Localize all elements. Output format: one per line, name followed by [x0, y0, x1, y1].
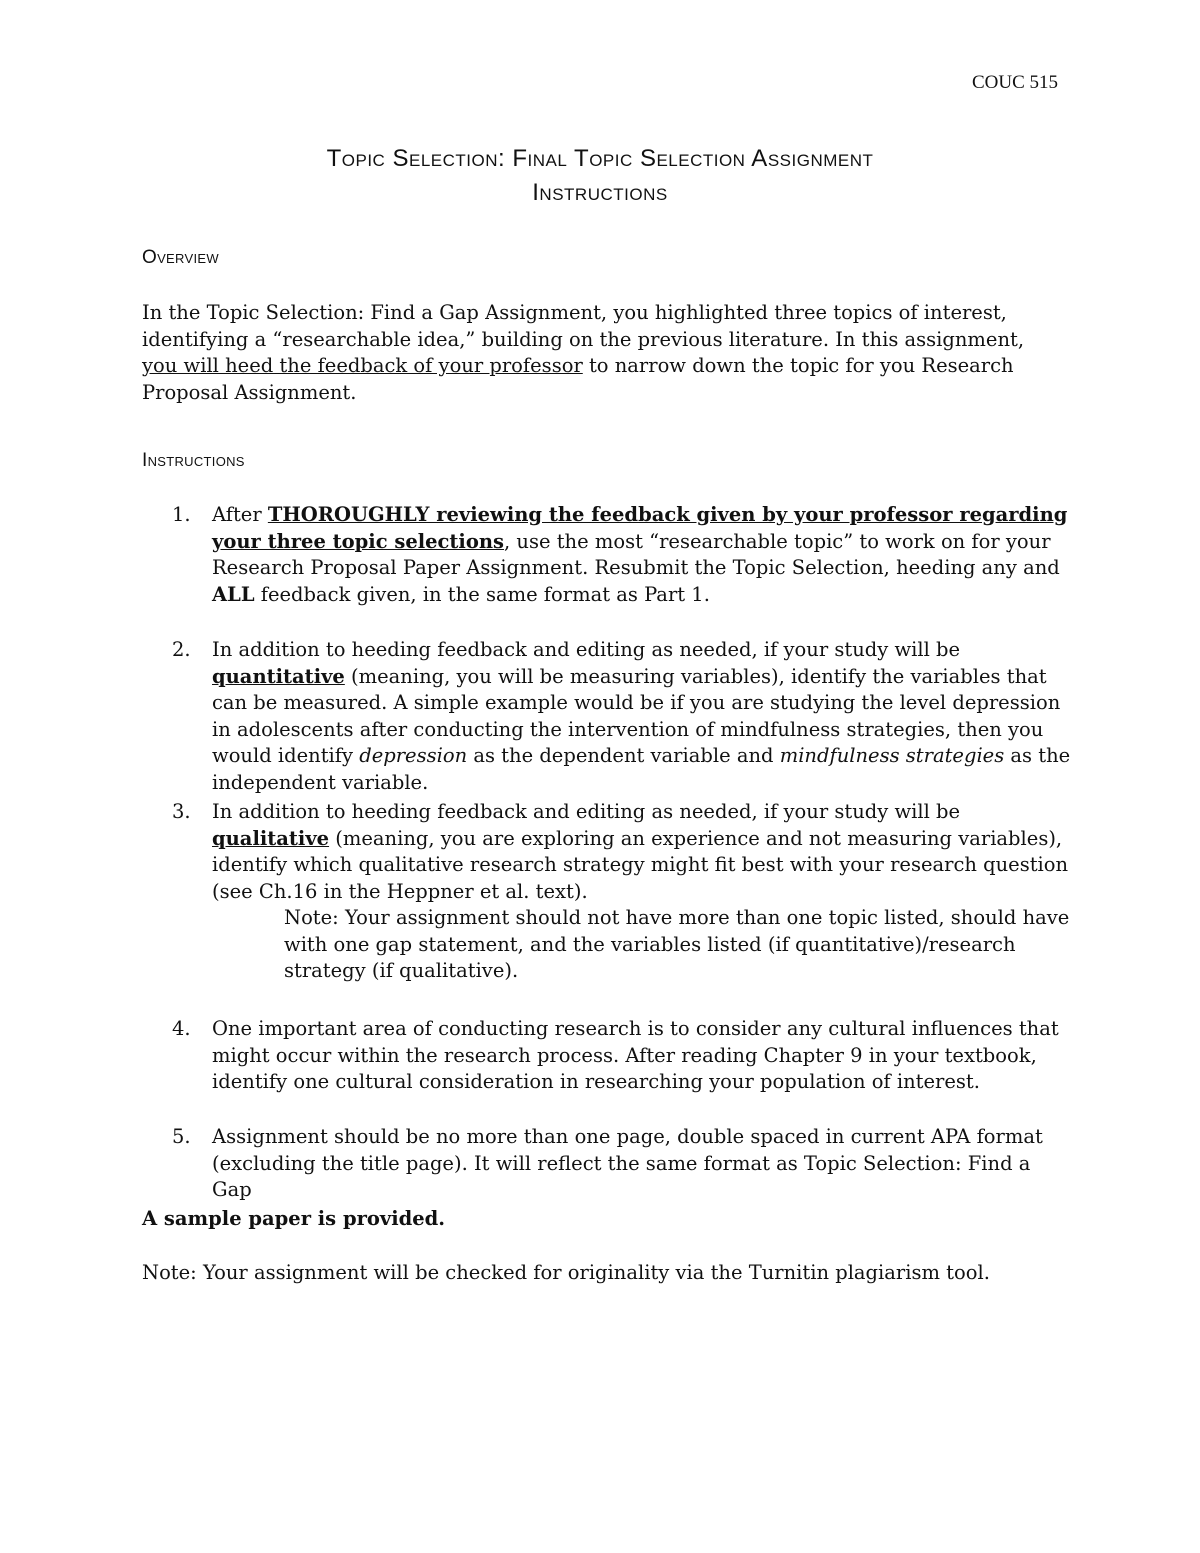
list-item-number: 5.	[172, 1125, 191, 1148]
course-code: COUC 515	[971, 72, 1058, 93]
item-text: , use the most “researchable topic” to work on for your Research Proposal Paper Assignment. Resubmit the Topic Selection, heeding any and	[212, 529, 1060, 579]
overview-heading: Overview	[142, 247, 219, 268]
item-text: (meaning, you are exploring an experience and not measuring variables), identify which qualitative research strategy might fit best with your research question (see Ch.16 in the Heppner et al. text).	[212, 826, 1069, 903]
item-emphasis: ALL	[212, 582, 255, 606]
overview-text-a: In the Topic Selection: Find a Gap Assignment, you highlighted three topics of interest, identifying a “researchable idea,” building on the previous literature. In this assignment,	[142, 301, 1025, 351]
item-text: feedback given, in the same format as Part 1.	[254, 582, 710, 606]
list-item-body	[212, 637, 1072, 796]
item-text: In addition to heeding feedback and editing as needed, if your study will be	[212, 638, 961, 661]
item-text: After	[212, 503, 268, 526]
title-line-1: Topic Selection: Final Topic Selection Assignment	[326, 145, 874, 172]
item-text: (meaning, you will be measuring variables), identify the variables that can be measured. A simple example would be if you are studying the level depression in adolescents after conducting the intervention of mindfulness strategies, then you would identify	[212, 664, 1061, 767]
list-item	[172, 799, 1072, 985]
instructions-heading: Instructions	[142, 450, 245, 471]
item-italic: depression	[359, 744, 468, 767]
originality-note: Note: Your assignment will be checked for originality via the Turnitin plagiarism tool.	[142, 1261, 990, 1284]
list-item-number: 1.	[172, 503, 191, 526]
page-title	[100, 142, 1100, 210]
item-emphasis: THOROUGHLY reviewing the feedback given by your professor regarding your three topic selections	[212, 503, 1068, 553]
list-item-number: 2.	[172, 638, 191, 661]
item-text: as the dependent variable and	[467, 744, 780, 767]
overview-text-underlined: you will heed the feedback of your professor	[142, 354, 583, 377]
item-note: Note: Your assignment should not have more than one topic listed, should have with one gap statement, and the variables listed (if quantitative)/research strategy (if qualitative).	[284, 906, 1070, 982]
item-text: as the independent variable.	[212, 744, 1071, 794]
item-emphasis: quantitative	[212, 664, 345, 688]
list-item-body	[212, 799, 1072, 985]
overview-paragraph	[142, 300, 1042, 406]
item-emphasis: qualitative	[212, 826, 330, 850]
item-text: In addition to heeding feedback and editing as needed, if your study will be	[212, 800, 961, 823]
list-item	[172, 1016, 1072, 1096]
list-item-body: Assignment should be no more than one page, double spaced in current APA format (excluding the title page). It will reflect the same format as Topic Selection: Find a Gap	[212, 1125, 1043, 1201]
list-item-body	[212, 502, 1072, 608]
title-line-2: Instructions	[532, 179, 668, 206]
list-item-number: 3.	[172, 800, 191, 823]
item-italic: mindfulness strategies	[779, 744, 1005, 767]
list-item	[172, 502, 1072, 608]
list-item-number: 4.	[172, 1017, 191, 1040]
list-item	[172, 637, 1072, 796]
sample-note: A sample paper is provided.	[142, 1207, 446, 1230]
overview-text-b: to narrow down the topic for you Research Proposal Assignment.	[142, 354, 1014, 404]
list-item-body: One important area of conducting research is to consider any cultural influences that might occur within the research process. After reading Chapter 9 in your textbook, identify one cultural consideration in researching your population of interest.	[212, 1017, 1059, 1093]
list-item	[172, 1124, 1072, 1204]
